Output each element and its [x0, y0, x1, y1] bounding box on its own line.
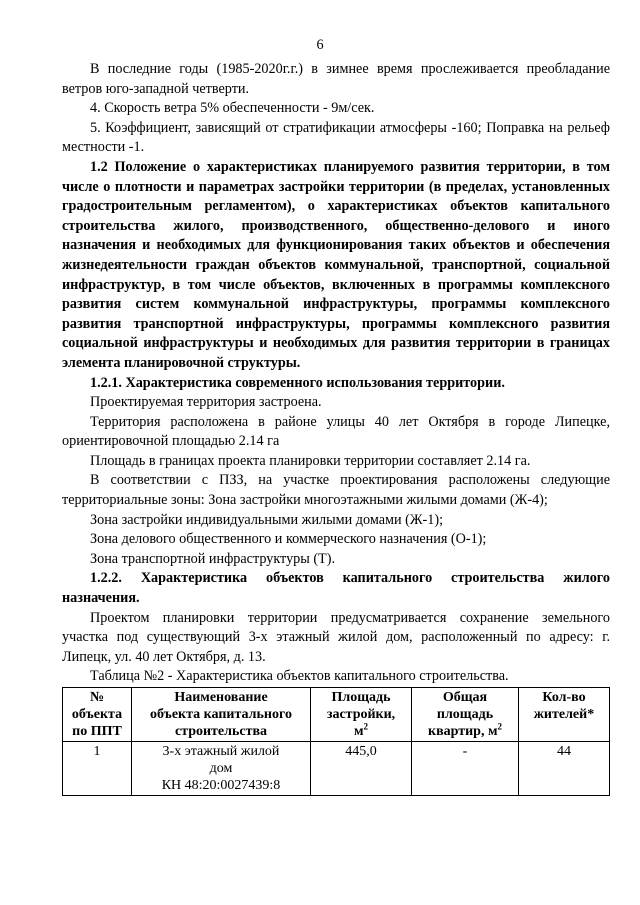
- cell-text: КН 48:20:0027439:8: [161, 778, 281, 793]
- paragraph-zones: В соответствии с ПЗЗ, на участке проектирования расположены следующие территориальные зоны: Зона застройки многоэтажными жилыми домами (Ж-4);: [62, 472, 610, 509]
- paragraph-territory-built: Проектируемая территория застроена.: [90, 394, 322, 411]
- cell-residents: 44: [519, 742, 610, 796]
- table-caption: Таблица №2 - Характеристика объектов капитального строительства.: [90, 668, 509, 685]
- section-heading-1-2: 1.2 Положение о характеристиках планируемого развития территории, в том числе о плотности и параметрах застройки территории (в пределах, установленных градостроительным регламентом), о характеристиках объектов капитального строительства жилого, производственного, общественно-делового и иного назначения и необходимых для функционирования таких объектов и обеспечения жизнедеятельности граждан объектов коммунальной, транспортной, социальной инфраструктур, в том числе объектов, включенных в программы комплексного развития систем коммунальной инфраструктуры, программы комплексного развития транспортной инфраструктуры, программы комплексного развития социальной инфраструктуры и необходимых для развития территории в границах элемента планировочной структуры.: [62, 158, 610, 371]
- section-heading-1-2-2: 1.2.2. Характеристика объектов капитального строительства жилого назначения.: [62, 570, 610, 607]
- header-text: площадь: [436, 707, 494, 722]
- header-unit-superscript: 2: [363, 721, 369, 732]
- paragraph-project-plan: Проектом планировки территории предусматривается сохранение земельного участка под существующий 3-х этажный жилой дом, расположенный по адресу: г. Липецк, ул. 40 лет Октября, д. 13.: [62, 609, 610, 665]
- header-text: строительства: [174, 724, 268, 739]
- header-total-area: [412, 688, 519, 742]
- cell-object-number: 1: [63, 742, 132, 796]
- table-row: [63, 742, 610, 796]
- header-text: по ППТ: [72, 724, 122, 739]
- paragraph-territory-location: Территория расположена в районе улицы 40 лет Октября в городе Липецке, ориентировочной площадью 2.14 га: [62, 413, 610, 450]
- header-unit: квартир, м: [428, 724, 498, 739]
- header-text: Площадь: [331, 690, 391, 705]
- paragraph-zone-o1: Зона делового общественного и коммерческого назначения (О-1);: [90, 531, 487, 548]
- header-text: Общая: [442, 690, 488, 705]
- header-text: объекта капитального: [150, 707, 292, 722]
- paragraph-coefficient: 5. Коэффициент, зависящий от стратификации атмосферы -160; Поправка на рельеф местности -1.: [62, 119, 610, 156]
- cell-text: 3-х этажный жилой: [162, 744, 280, 759]
- header-text: №: [89, 690, 105, 705]
- paragraph-zone-zh1: Зона застройки индивидуальными жилыми домами (Ж-1);: [90, 511, 444, 528]
- header-text: [314, 723, 408, 740]
- header-text: Кол-во: [542, 690, 586, 705]
- cell-total-area: -: [412, 742, 519, 796]
- header-text: жителей*: [533, 707, 595, 722]
- header-unit: м: [353, 724, 364, 739]
- paragraph-territory-area: Площадь в границах проекта планировки территории составляет 2.14 га.: [90, 452, 531, 469]
- header-object-number: [63, 688, 132, 742]
- paragraph-winds: В последние годы (1985-2020г.г.) в зимнее время прослеживается преобладание ветров юго-западной четверти.: [62, 61, 610, 97]
- table-header-row: [63, 688, 610, 742]
- header-built-area: [311, 688, 412, 742]
- paragraph-wind-speed: 4. Скорость ветра 5% обеспеченности - 9м/сек.: [90, 100, 375, 117]
- header-unit-superscript: 2: [497, 721, 502, 732]
- cell-built-area: 445,0: [311, 742, 412, 796]
- header-text: [415, 723, 515, 740]
- objects-table: [62, 687, 610, 796]
- cell-text: дом: [209, 761, 233, 776]
- header-text: застройки,: [326, 707, 396, 722]
- page-number: 6: [316, 37, 324, 53]
- header-object-name: [132, 688, 311, 742]
- paragraph-zone-t: Зона транспортной инфраструктуры (Т).: [90, 550, 335, 567]
- header-text: объекта: [71, 707, 123, 722]
- document-body: [62, 60, 610, 796]
- section-heading-1-2-1: 1.2.1. Характеристика современного использования территории.: [90, 374, 505, 391]
- header-text: Наименование: [174, 690, 268, 705]
- cell-object-name: [132, 742, 311, 796]
- header-residents: [519, 688, 610, 742]
